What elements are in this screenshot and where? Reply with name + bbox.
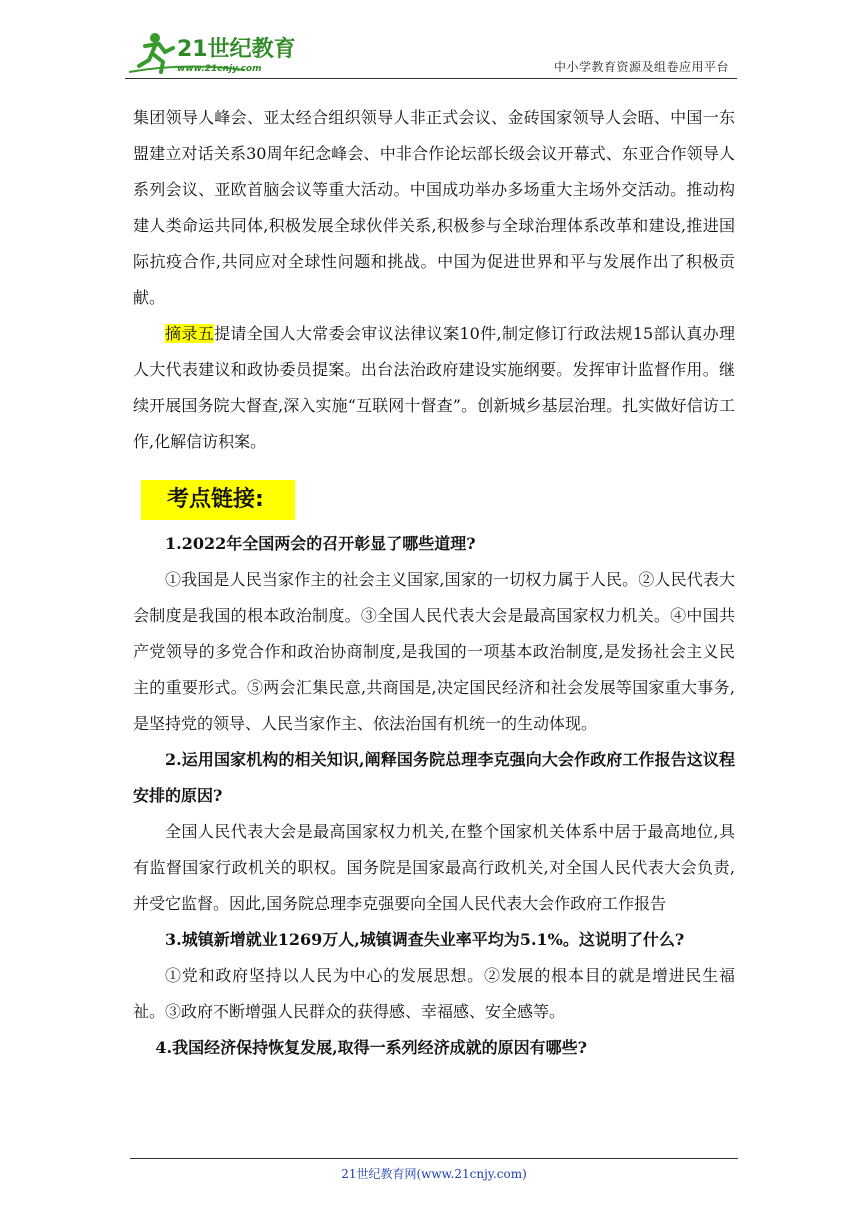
header-divider [125,78,737,79]
question-3: 3.城镇新增就业1269万人,城镇调查失业率平均为5.1%。这说明了什么? [165,930,685,949]
document-body [133,100,735,1066]
footer-divider [130,1158,738,1159]
page-header [125,26,737,80]
platform-name: 中小学教育资源及组卷应用平台 [553,60,729,74]
logo-runner-icon [125,26,365,80]
answer-2: 全国人民代表大会是最高国家权力机关,在整个国家机关体系中居于最高地位,具有监督国家行政机关的职权。国务院是国家最高行政机关,对全国人民代表大会负责,并受它监督。因此,国务院总理李克强要向全国人民代表大会作政府工作报告 [133,822,735,913]
logo-title: 21世纪教育 [177,37,296,62]
answer-1: ①我国是人民当家作主的社会主义国家,国家的一切权力属于人民。②人民代表大会制度是我国的根本政治制度。③全国人民代表大会是最高国家权力机关。④中国共产党领导的多党合作和政治协商制度,是我国的一项基本政治制度,是发扬社会主义民主的重要形式。⑤两会汇集民意,共商国是,决定国民经济和社会发展等国家重大事务,是坚持党的领导、人民当家作主、依法治国有机统一的生动体现。 [133,570,735,733]
logo-url: www.21cnjy.com [177,64,262,74]
section-title-banner: 考点链接: [141,480,295,520]
excerpt-paragraph-1: 集团领导人峰会、亚太经合组织领导人非正式会议、金砖国家领导人会晤、中国一东盟建立对话关系30周年纪念峰会、中非合作论坛部长级会议开幕式、东亚合作领导人系列会议、亚欧首脑会议等重大活动。中国成功举办多场重大主场外交活动。推动构建人类命运共同体,积极发展全球伙伴关系,积极参与全球治理体系改革和建设,推进国际抗疫合作,共同应对全球性问题和挑战。中国为促进世界和平与发展作出了积极贡献。 [133,108,735,307]
footer-link[interactable]: 21世纪教育网(www.21cnjy.com) [341,1167,527,1181]
site-logo[interactable] [125,26,365,80]
excerpt-paragraph-2 [133,316,735,460]
question-4: 4.我国经济保持恢复发展,取得一系列经济成就的原因有哪些? [155,1038,588,1057]
excerpt-five-label: 摘录五 [165,324,215,343]
question-1: 1.2022年全国两会的召开彰显了哪些道理? [165,534,476,553]
excerpt-five-text: 提请全国人大常委会审议法律议案10件,制定修订行政法规15部认真办理人大代表建议和政协委员提案。出台法治政府建设实施纲要。发挥审计监督作用。继续开展国务院大督查,深入实施“互联网十督查”。创新城乡基层治理。扎实做好信访工作,化解信访积案。 [133,324,735,451]
question-2: 2.运用国家机构的相关知识,阐释国务院总理李克强向大会作政府工作报告这议程安排的原因? [133,750,735,805]
answer-3: ①党和政府坚持以人民为中心的发展思想。②发展的根本目的就是增进民生福祉。③政府不断增强人民群众的获得感、幸福感、安全感等。 [133,966,735,1021]
